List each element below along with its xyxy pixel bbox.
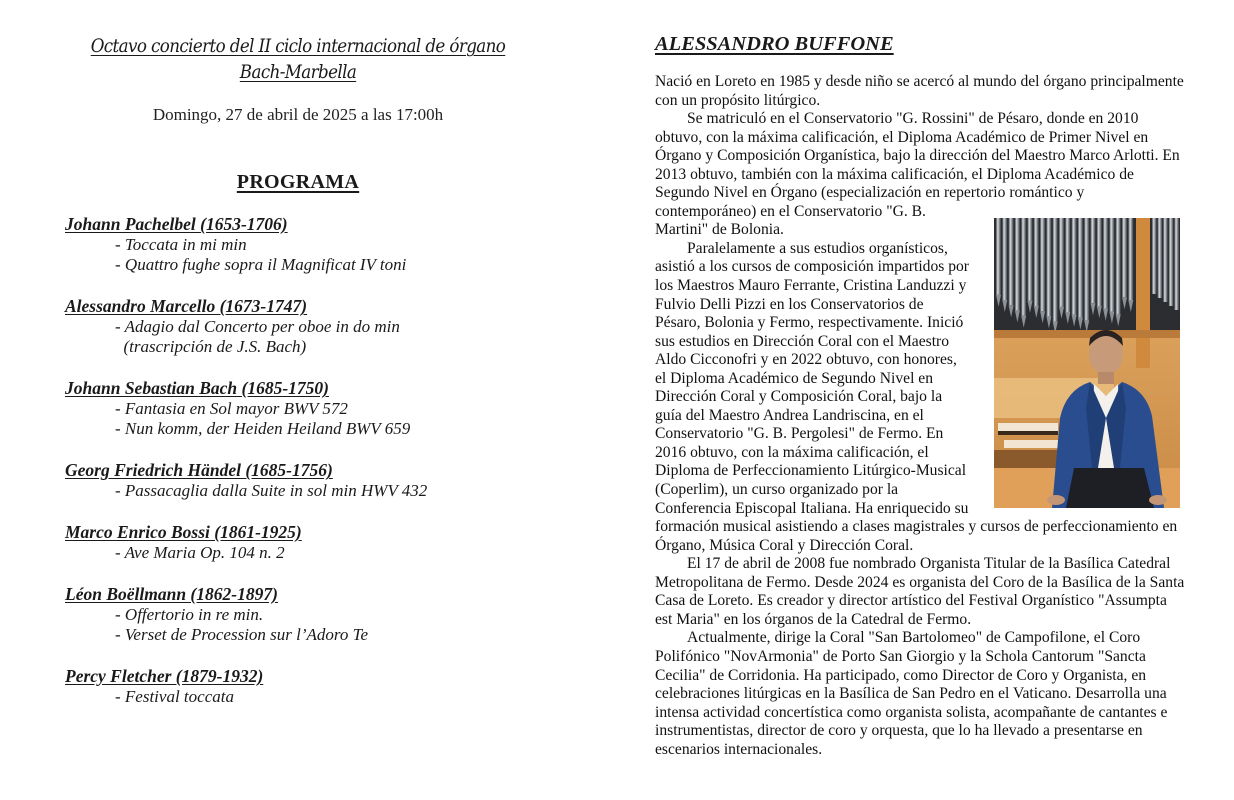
composer-block [65, 522, 585, 563]
bio-line: Órgano, Música Coral y Dirección Coral. [655, 536, 914, 554]
bio-line: Nació en Loreto en 1985 y desde niño se acercó al mundo del órgano principalmente [655, 73, 1184, 90]
organ-pipe [1084, 218, 1089, 320]
concert-title-line-1: Octavo concierto del II ciclo internacional de órgano [90, 35, 506, 57]
concert-date: Domingo, 27 de abril de 2025 a las 17:00h [152, 105, 444, 124]
organ-pipe [1021, 218, 1026, 316]
programa-heading: PROGRAMA [236, 171, 360, 193]
hand-right [1149, 495, 1167, 505]
organ-pipe [1091, 218, 1096, 303]
organ-pipe [1169, 218, 1174, 306]
bio-line: Casa de Loreto. Es creador y director artístico del Festival Organístico "Assumpta [655, 592, 1167, 610]
organ-pipe [1053, 218, 1058, 322]
bio-line: (Coperlim), un curso organizado por la [655, 481, 899, 499]
composer-block [65, 296, 585, 358]
bio-line: 2013 obtuvo, también con la máxima calificación, el Diploma Académico de [655, 165, 1134, 183]
organist-photo-illustration [994, 218, 1180, 508]
composer-block [65, 584, 585, 646]
work-item: - Adagio dal Concerto per oboe in do min [115, 317, 400, 337]
bio-line: Diploma de Perfeccionamiento Litúrgico-Musical [655, 462, 967, 480]
bio-line: Órgano y Composición Organística, bajo la dirección del Maestro Marco Arlotti. En [655, 147, 1180, 165]
organ-pipe [996, 218, 1001, 295]
composer-name: Percy Fletcher (1879-1932) [65, 665, 264, 686]
organ-pipe [1103, 218, 1108, 309]
bio-line: formación musical asistiendo a clases magistrales y cursos de perfeccionamiento en [655, 518, 1178, 536]
organ-pipe [1072, 218, 1077, 315]
bio-line: Metropolitana de Fermo. Desde 2024 es organista del Coro de la Basílica de la Santa [655, 573, 1185, 591]
concert-title-line-2: Bach-Marbella [239, 61, 357, 83]
bio-line: Pésaro, Bolonia y Fermo, respectivamente. Inició [655, 314, 964, 332]
bio-line: Polifónico "NovArmonia" de Porto San Giorgio y la Schola Cantorum "Sancta [655, 647, 1146, 665]
bio-line: escenarios internacionales. [655, 740, 823, 758]
bio-line: Fulvio Delli Pizzi en los Conservatorios de [655, 295, 924, 313]
bio-line: instrumentistas, director de coro y orquesta, que lo ha llevado a presentarse en [655, 722, 1143, 740]
bio-line: Segundo Nivel en Órgano (especialización en repertorio romántico y [655, 184, 1085, 202]
bio-line: Actualmente, dirige la Coral "San Bartolomeo" de Campofilone, el Coro [687, 629, 1141, 647]
bio-line: Conservatorio "G. B. Pergolesi" de Fermo. En [655, 425, 944, 443]
organ-pipe [1128, 218, 1133, 300]
organ-pipe [1116, 218, 1121, 314]
program-list [65, 214, 585, 728]
work-item: - Festival toccata [115, 686, 234, 706]
composer-name: Georg Friedrich Händel (1685-1756) [65, 460, 333, 481]
composer-block [65, 460, 585, 501]
concert-title [36, 33, 560, 85]
organ-manual-1 [998, 423, 1058, 431]
manual-gap [998, 431, 1058, 435]
organ-pipe [1097, 218, 1102, 306]
bio-line: sus estudios en Dirección Coral con el Maestro [655, 332, 950, 350]
organ-pipe [1158, 218, 1163, 298]
console-base [994, 450, 1064, 468]
organ-pipe [1122, 218, 1127, 297]
bio-line: Aldo Cicconofri y en 2022 obtuvo, con honores, [655, 351, 957, 369]
work-item: (trascripción de J.S. Bach) [115, 337, 307, 357]
bio-line: obtuvo, con la máxima calificación, el Diploma Académico de Primer Nivel en [655, 128, 1149, 146]
composer-block [65, 666, 585, 707]
work-item: - Offertorio in re min. [115, 604, 264, 624]
organ-pipe [1109, 218, 1114, 312]
composer-name: Johann Sebastian Bach (1685-1750) [65, 378, 329, 399]
bio-line: Dirección Coral y Composición Coral, bajo la [655, 388, 943, 406]
composer-block [65, 378, 585, 440]
composer-name: Léon Boëllmann (1862-1897) [65, 583, 278, 604]
trousers [1066, 468, 1154, 508]
bio-line: 2016 obtuvo, con la máxima calificación, el [655, 443, 929, 461]
organist-photo [994, 218, 1180, 508]
bio-line: contemporáneo) en el Conservatorio "G. B. [655, 202, 926, 220]
work-item: - Nun komm, der Heiden Heiland BWV 659 [115, 419, 411, 439]
organ-pipe [1009, 218, 1014, 305]
hand-left [1047, 495, 1065, 505]
work-item: - Passacaglia dalla Suite in sol min HWV 432 [115, 481, 428, 501]
bio-line: los Maestros Mauro Ferrante, Cristina Landuzzi y [655, 277, 967, 295]
work-item: - Quattro fughe sopra il Magnificat IV toni [115, 255, 407, 275]
organ-manual-2 [1004, 440, 1060, 448]
bio-line: intensa actividad concertística como organista solista, acompañante de cantantes e [655, 703, 1168, 721]
bio-line: El 17 de abril de 2008 fue nombrado Organista Titular de la Basílica Catedral [687, 555, 1171, 573]
ledge [994, 330, 1180, 338]
bio-line: con un propósito litúrgico. [655, 91, 821, 109]
organ-pipe [1015, 218, 1020, 310]
organ-pipe [1034, 218, 1039, 306]
work-item: - Fantasia en Sol mayor BWV 572 [115, 399, 348, 419]
organ-pipe [1174, 218, 1179, 310]
composer-name: Marco Enrico Bossi (1861-1925) [65, 522, 302, 543]
organ-pipe [1163, 218, 1168, 302]
bio-line: Se matriculó en el Conservatorio "G. Rossini" de Pésaro, donde en 2010 [687, 110, 1139, 128]
organ-pipe [1078, 218, 1083, 318]
wood-pillar [1136, 218, 1150, 368]
bio-line: asistió a los cursos de composición impartidos por [655, 258, 969, 276]
bio-line: Cecilia" de Corridonia. Ha participado, como Director de Coro y Organista, en [655, 666, 1147, 684]
bio-line: Martini" de Bolonia. [655, 221, 784, 239]
composer-block [65, 214, 585, 276]
performer-name: ALESSANDRO BUFFONE [655, 33, 894, 55]
organ-pipe [1040, 218, 1045, 311]
organ-pipe [1046, 218, 1051, 316]
bio-line: guía del Maestro Andrea Landriscina, en el [655, 406, 924, 424]
composer-name: Johann Pachelbel (1653-1706) [65, 214, 288, 234]
organ-pipe [1028, 218, 1033, 301]
composer-name: Alessandro Marcello (1673-1747) [65, 296, 308, 317]
neck [1098, 372, 1114, 384]
bio-line: est Maria" en los órganos de la Catedral de Fermo. [655, 610, 972, 628]
organ-pipe [1002, 218, 1007, 300]
organ-pipe [1059, 218, 1064, 307]
work-item: - Verset de Procession sur l’Adoro Te [115, 625, 369, 645]
bio-line: celebraciones litúrgicas en la Basílica de San Pedro en el Vaticano. Desarrolla una [655, 685, 1167, 703]
bio-line: Conferencia Episcopal Italiana. Ha enriquecido su [655, 499, 969, 517]
work-item: - Toccata in mi min [115, 235, 247, 254]
organ-pipe [1065, 218, 1070, 312]
bio-line: el Diploma Académico de Segundo Nivel en [655, 369, 934, 387]
work-item: - Ave Maria Op. 104 n. 2 [115, 543, 285, 563]
organ-pipe [1152, 218, 1157, 294]
bio-line: Paralelamente a sus estudios organísticos, [687, 239, 948, 257]
program-page [0, 0, 600, 800]
